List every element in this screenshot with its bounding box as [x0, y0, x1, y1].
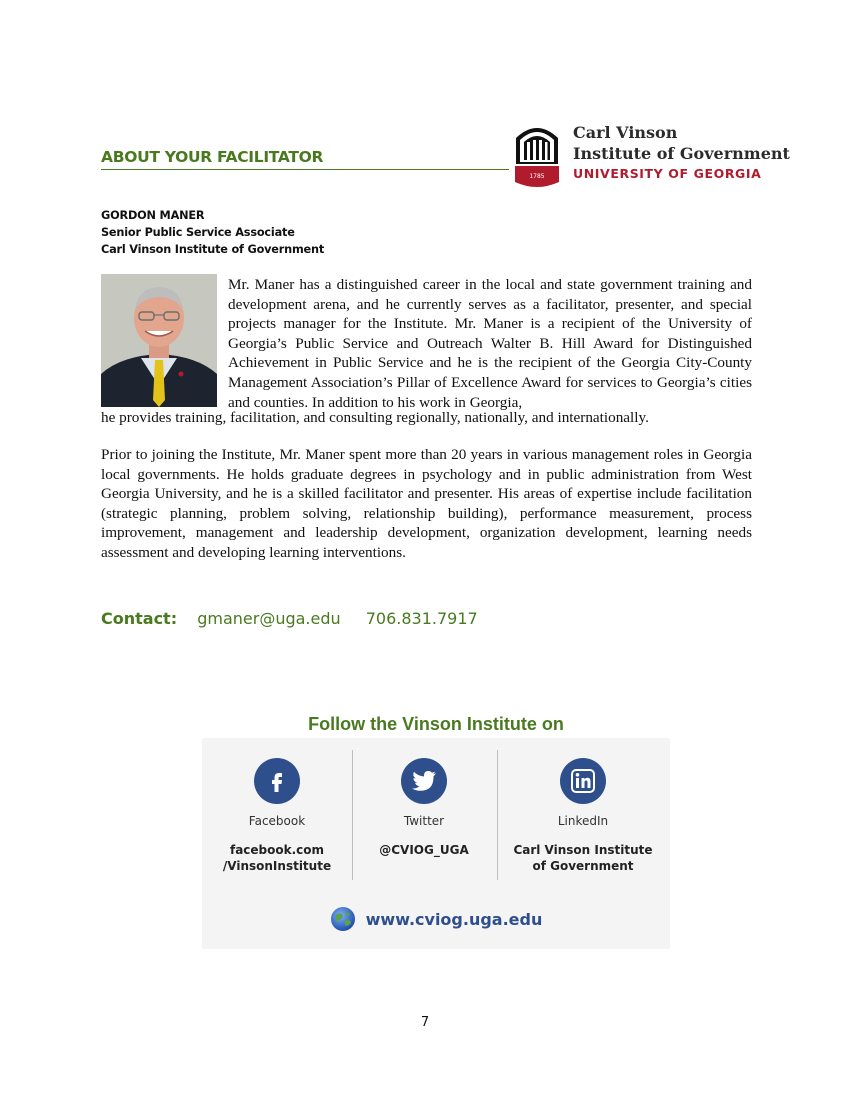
twitter-icon[interactable]	[401, 758, 447, 804]
facilitator-org: Carl Vinson Institute of Government	[101, 243, 325, 256]
linkedin-link-line-1: Carl Vinson Institute	[513, 843, 653, 857]
twitter-label: Twitter	[403, 814, 445, 828]
linkedin-column[interactable]	[508, 738, 658, 874]
facebook-link[interactable]	[202, 842, 352, 874]
logo-line-3: UNIVERSITY OF GEORGIA	[573, 166, 762, 181]
website-row[interactable]	[202, 906, 670, 932]
twitter-column[interactable]	[349, 738, 499, 858]
section-heading: ABOUT YOUR FACILITATOR	[101, 148, 509, 170]
contact-email-link[interactable]: gmaner@uga.edu	[197, 609, 341, 628]
linkedin-icon[interactable]	[560, 758, 606, 804]
facebook-link-line-1: facebook.com	[229, 843, 325, 857]
social-media-panel	[202, 738, 670, 949]
arch-logo-icon	[512, 120, 562, 188]
linkedin-label: LinkedIn	[557, 814, 609, 828]
logo-year: 1785	[529, 173, 545, 180]
follow-heading: Follow the Vinson Institute on	[308, 714, 564, 734]
bio-paragraph-1: Mr. Maner has a distinguished career in the local and state government training and development arena, and he currently serves as a facilitator, presenter, and special projects manager for the Institute. Mr. Maner is a recipient of the University of Georgia’s Public Service and Outreach Walter B. Hill Award for Distinguished Achievement in Public Service and he is the recipient of the Georgia City-County Management Association’s Pillar of Excellence Award for services to Georgia’s cities and counties. In addition to his work in Georgia,	[228, 276, 752, 411]
linkedin-link-line-2: of Government	[532, 859, 634, 873]
portrait-illustration	[101, 274, 217, 407]
logo-line-2: Institute of Government	[573, 144, 790, 163]
website-link[interactable]: www.cviog.uga.edu	[365, 909, 543, 929]
logo-line-1: Carl Vinson	[573, 123, 678, 142]
facebook-icon[interactable]	[254, 758, 300, 804]
facilitator-photo	[101, 274, 217, 407]
cvig-logo	[512, 118, 792, 190]
globe-icon	[330, 906, 356, 932]
contact-line	[101, 609, 478, 628]
contact-phone: 706.831.7917	[365, 609, 478, 628]
facilitator-name: GORDON MANER	[101, 209, 205, 222]
linkedin-link[interactable]	[508, 842, 658, 874]
facilitator-info	[101, 207, 324, 258]
facilitator-title: Senior Public Service Associate	[101, 226, 295, 239]
facebook-link-line-2: /VinsonInstitute	[222, 859, 332, 873]
twitter-handle[interactable]: @CVIOG_UGA	[379, 843, 469, 857]
facebook-label: Facebook	[248, 814, 306, 828]
facebook-column[interactable]	[202, 738, 352, 874]
bio-paragraph-2: Prior to joining the Institute, Mr. Maner spent more than 20 years in various management roles in Georgia local governments. He holds graduate degrees in psychology and in public administration from West Georgia University, and he is a skilled facilitator and presenter. His areas of expertise include facilitation (strategic planning, problem solving, relationship building), performance measurement, process improvement, management and leadership development, organization development, learning needs assessment and developing learning interventions.	[101, 446, 752, 561]
bio-paragraph-1-end: he provides training, facilitation, and consulting regionally, nationally, and internationally.	[101, 409, 649, 426]
contact-label: Contact:	[101, 609, 178, 628]
page-number: 7	[420, 1015, 430, 1030]
